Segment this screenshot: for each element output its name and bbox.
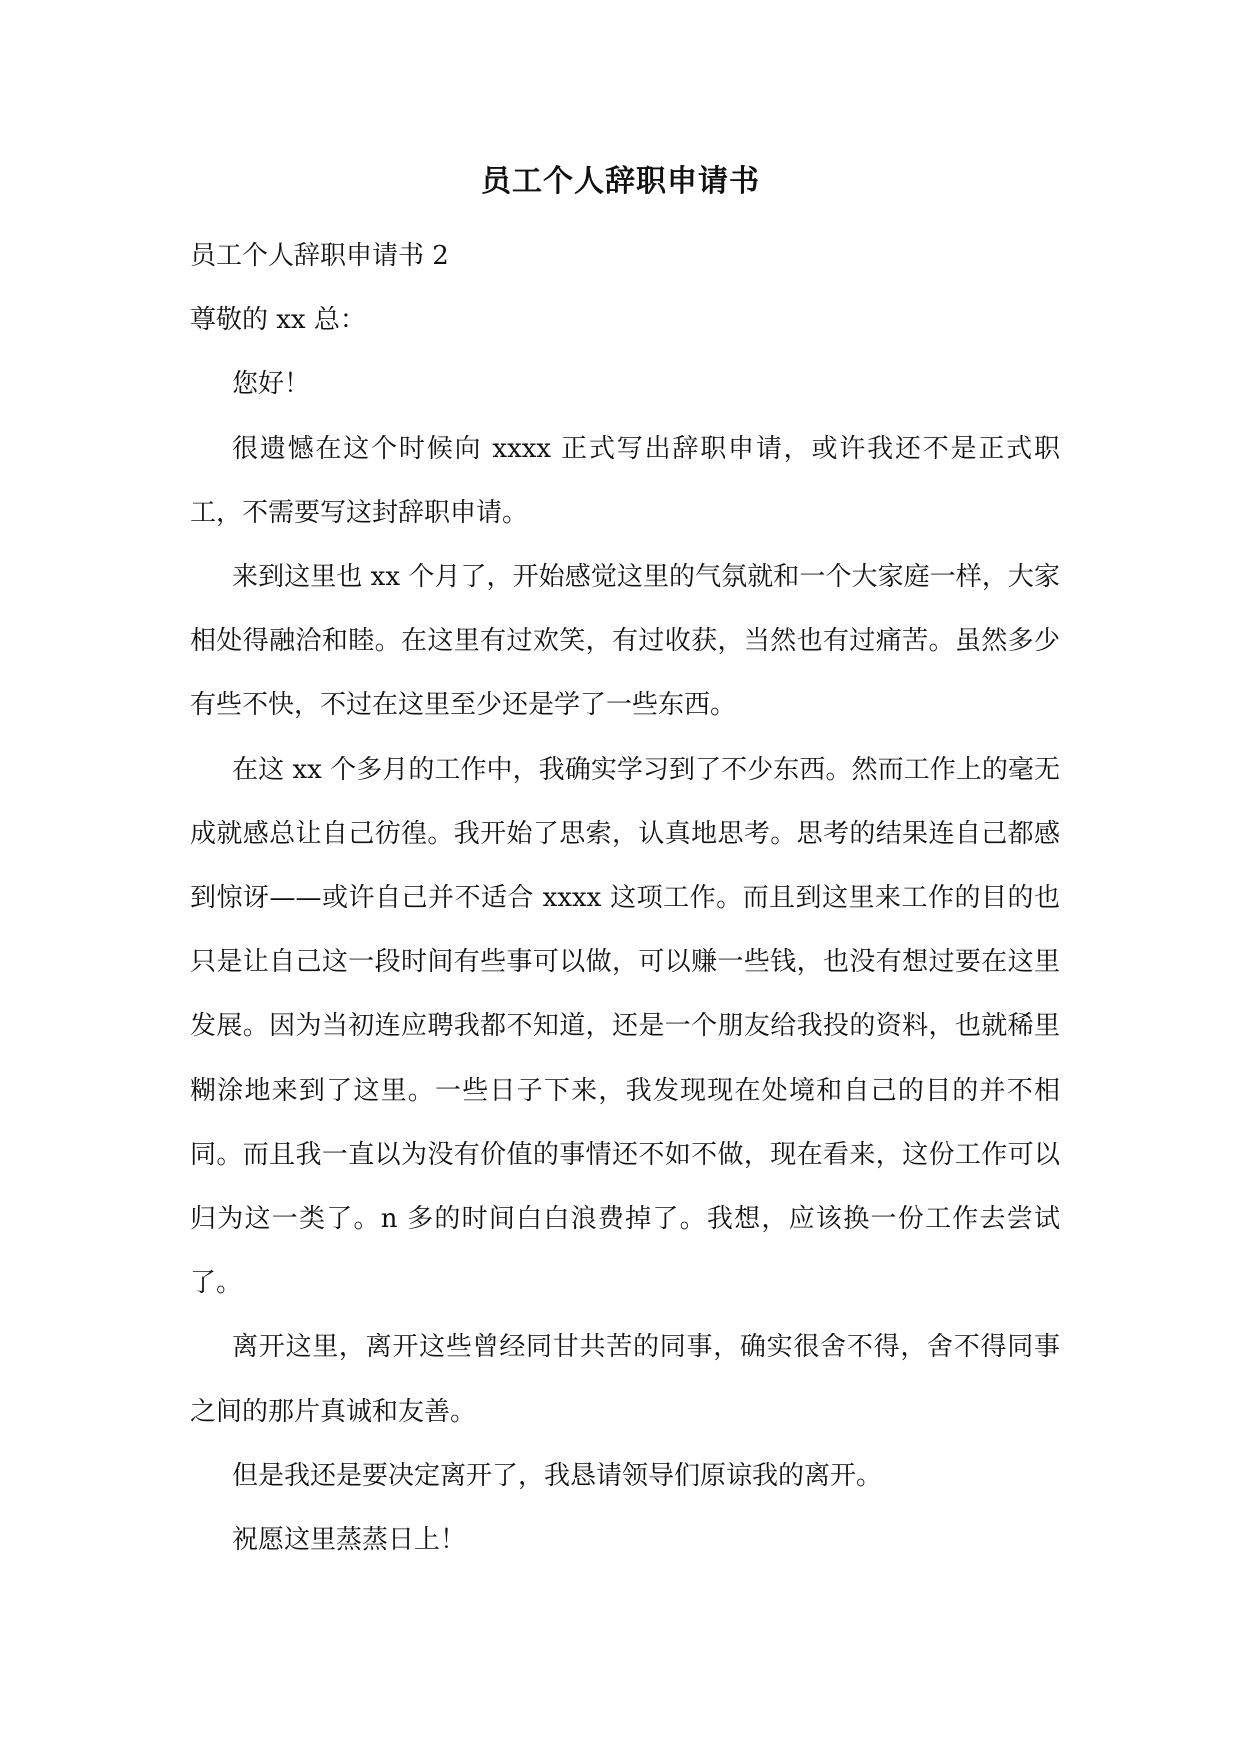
paragraph-apology: 很遗憾在这个时候向 xxxx 正式写出辞职申请，或许我还不是正式职工，不需要写这封辞职申请。 — [190, 433, 1060, 528]
document-title: 员工个人辞职申请书 — [481, 164, 760, 199]
paragraph-reflection: 在这 xx 个多月的工作中，我确实学习到了不少东西。然而工作上的毫无成就感总让自己彷徨。我开始了思索，认真地思考。思考的结果连自己都感到惊讶——或许自己并不适合 xxxx 这项工作。而且到这里来工作的目的也只是让自己这一段时间有些事可以做，可以赚一些钱，也没有想过要在这里发展。因为当初连应聘我都不知道，还是一个朋友给我投的资料，也就稀里糊涂地来到了这里。一些日子下来，我发现现在处境和自己的目的并不相同。而且我一直以为没有价值的事情还不如不做，现在看来，这份工作可以归为这一类了。n 多的时间白白浪费掉了。我想，应该换一份工作去尝试了。 — [190, 754, 1060, 1299]
paragraph-closing-wish: 祝愿这里蒸蒸日上！ — [232, 1525, 467, 1556]
document-body — [190, 224, 1060, 1572]
greeting: 您好！ — [232, 369, 311, 400]
salutation: 尊敬的 xx 总： — [190, 305, 366, 336]
paragraph-decision: 但是我还是要决定离开了，我恳请领导们原谅我的离开。 — [232, 1460, 883, 1491]
document-subtitle: 员工个人辞职申请书 2 — [190, 241, 449, 271]
paragraph-farewell: 离开这里，离开这些曾经同甘共苦的同事，确实很舍不得，舍不得同事之间的那片真诚和友善。 — [190, 1332, 1060, 1427]
paragraph-experience: 来到这里也 xx 个月了，开始感觉这里的气氛就和一个大家庭一样，大家相处得融洽和睦。在这里有过欢笑，有过收获，当然也有过痛苦。虽然多少有些不快，不过在这里至少还是学了一些东西。 — [190, 562, 1060, 721]
